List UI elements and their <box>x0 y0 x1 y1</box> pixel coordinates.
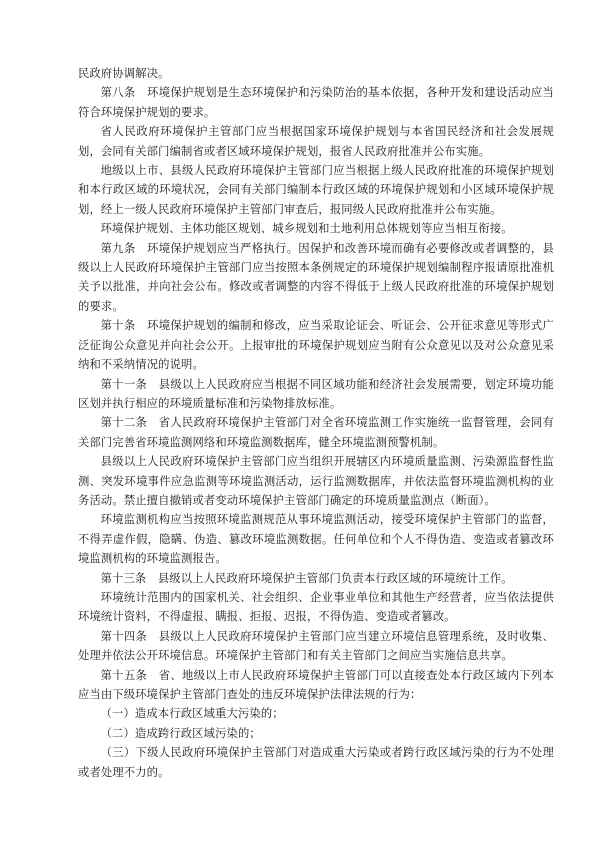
article-8-paragraph: 第八条 环境保护规划是生态环境保护和污染防治的基本依据，各种开发和建设活动应当符合环境保护规划的要求。 <box>78 86 554 119</box>
article-11-paragraph: 第十一条 县级以上人民政府应当根据不同区域功能和经济社会发展需要，划定环境功能区划并执行相应的环境质量标准和污染物排放标准。 <box>78 377 554 410</box>
paragraph-continuation: 民政府协调解决。 <box>78 67 170 80</box>
article-13-paragraph: 第十三条 县级以上人民政府环境保护主管部门负责本行政区域的环境统计工作。 <box>100 571 513 585</box>
article-14-paragraph: 第十四条 县级以上人民政府环境保护主管部门应当建立环境信息管理系统，及时收集、处理并依法公开环境信息。环境保护主管部门和有关主管部门之间应当实施信息共享。 <box>78 629 554 663</box>
paragraph: 地级以上市、县级人民政府环境保护主管部门应当根据上级人民政府批准的环境保护规划和本行政区域的环境状况，会同有关部门编制本行政区域的环境保护规划和小区域环境保护规划，经上一级人民政府环境保护主管部门审查后，报同级人民政府批准并公布实施。 <box>78 164 554 216</box>
article-9-paragraph: 第九条 环境保护规划应当严格执行。因保护和改善环境而确有必要修改或者调整的，县级以上人民政府环境保护主管部门应当按照本条例规定的环境保护规划编制程序报请原批准机关予以批准，并向社会公布。修改或者调整的内容不得低于上级人民政府批准的环境保护规划的要求。 <box>78 241 554 313</box>
paragraph: 环境监测机构应当按照环境监测规范从事环境监测活动，接受环境保护主管部门的监督，不得弄虚作假，隐瞒、伪造、篡改环境监测数据。任何单位和个人不得伪造、变造或者篡改环境监测机构的环境监测报告。 <box>78 513 554 566</box>
paragraph: 县级以上人民政府环境保护主管部门应当组织开展辖区内环境质量监测、污染源监督性监测、突发环境事件应急监测等环境监测活动，运行监测数据库，并依法监督环境监测机构的业务活动。禁止擅自撤销或者变动环境保护主管部门确定的环境质量监测点（断面）。 <box>78 455 554 507</box>
list-item: （三）下级人民政府环境保护主管部门对造成重大污染或者跨行政区域污染的行为不处理或者处理不力的。 <box>78 746 554 779</box>
article-10-paragraph: 第十条 环境保护规划的编制和修改，应当采取论证会、听证会、公开征求意见等形式广泛征询公众意见并向社会公开。上报审批的环境保护规划应当附有公众意见以及对公众意见采纳和不采纳情况的说明。 <box>78 319 554 372</box>
paragraph: 省人民政府环境保护主管部门应当根据国家环境保护规划与本省国民经济和社会发展规划，会同有关部门编制省或者区域环境保护规划，报省人民政府批准并公布实施。 <box>78 125 554 158</box>
article-12-paragraph: 第十二条 省人民政府环境保护主管部门对全省环境监测工作实施统一监督管理，会同有关部门完善省环境监测网络和环境监测数据库，健全环境监测预警机制。 <box>78 416 554 449</box>
document-body <box>78 64 554 782</box>
list-item: （一）造成本行政区域重大污染的； <box>100 707 284 721</box>
list-item: （二）造成跨行政区域污染的； <box>100 726 261 740</box>
paragraph: 环境统计范围内的国家机关、社会组织、企业事业单位和其他生产经营者，应当依法提供环境统计资料，不得虚报、瞒报、拒报、迟报，不得伪造、变造或者篡改。 <box>78 590 554 624</box>
paragraph: 环境保护规划、主体功能区规划、城乡规划和土地利用总体规划等应当相互衔接。 <box>100 222 513 236</box>
article-15-paragraph: 第十五条 省、地级以上市人民政府环境保护主管部门可以直接查处本行政区域内下列本应当由下级环境保护主管部门查处的违反环境保护法律法规的行为： <box>78 668 554 701</box>
